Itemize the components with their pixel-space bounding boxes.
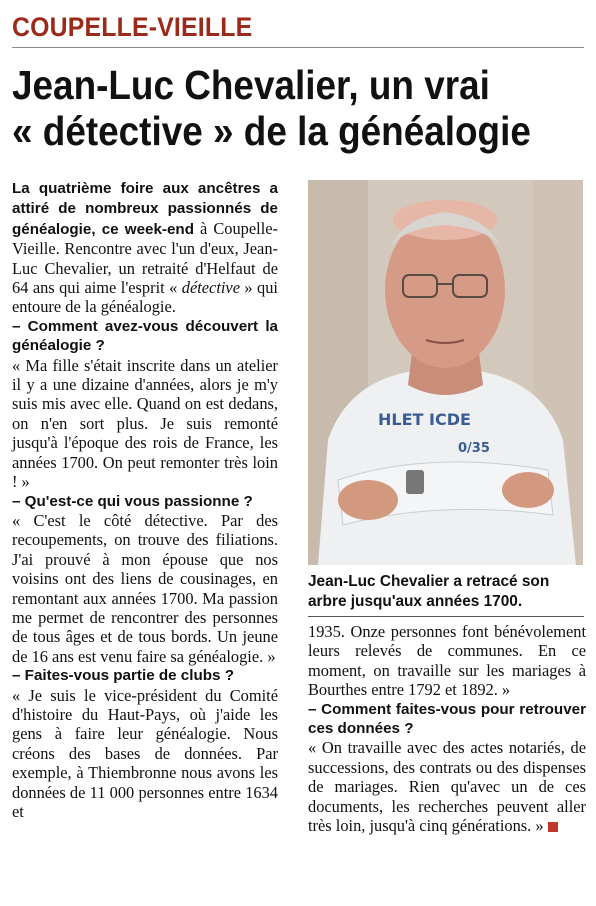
- question-4: – Comment faites-vous pour retrouver ces données ?: [308, 700, 586, 738]
- header-rule: [12, 47, 584, 48]
- article-column-left: [12, 178, 278, 821]
- answer-3-continued: 1935. Onze personnes font bénévolement leurs relevés de communes. En ce moment, on travaille sur les mariages à Bourthes entre 1792 et 1892. »: [308, 622, 586, 700]
- answer-2: « C'est le côté détective. Par des recoupements, on trouve des filiations. J'ai prouvé à mon épouse que nos voisins ont des liens de cousinages, en remontant aux années 1700. Ma passion me permet de rencontrer des personnes de tous âges et de tous bords. Un jeune de 16 ans est venu faire sa généalogie. »: [12, 510, 278, 666]
- lede-text-2: » qui entoure de la généalogie.: [12, 278, 278, 317]
- portrait-illustration: [308, 180, 583, 565]
- answer-3: « Je suis le vice-président du Comité d'histoire du Haut-Pays, où j'aide les gens à faire leur généalogie. Nous créons des bases de données. Par exemple, à Thiembronne nous avons les données de 11 000 personnes entre 1634 et: [12, 685, 278, 821]
- section-rubric: COUPELLE-VIEILLE: [12, 12, 253, 42]
- lede-bold: La quatrième foire aux ancêtres a attiré de nombreux passionnés de généalogie, ce week-end: [12, 180, 278, 238]
- question-1: – Comment avez-vous découvert la généalogie ?: [12, 317, 278, 355]
- question-2: – Qu'est-ce qui vous passionne ?: [12, 492, 253, 510]
- end-mark-icon: [548, 822, 558, 832]
- caption-rule: [308, 616, 584, 617]
- portrait-photo: [308, 180, 583, 565]
- lede-italic: détective: [181, 278, 240, 298]
- lede-text-1: à Coupelle-Vieille. Rencontre avec l'un d'eux, Jean-Luc Chevalier, un retraité d'Helfaut de 64 ans qui aime l'esprit «: [12, 218, 278, 298]
- shirt-print-number: 0/35: [458, 441, 490, 456]
- answer-4: [308, 738, 586, 835]
- photo-caption: Jean-Luc Chevalier a retracé son arbre jusqu'aux années 1700.: [308, 573, 550, 610]
- answer-4-text: « On travaille avec des actes notariés, de successions, des contrats ou des dispenses de mariages. Rien qu'avec un de ces documents, les recherches peuvent aller très loin, jusqu'à cinq générations. »: [308, 738, 586, 836]
- answer-1: « Ma fille s'était inscrite dans un atelier il y a une dizaine d'années, alors je m'y suis mis avec elle. Quand on est dedans, on n'en sort plus. Je suis remonté jusqu'à l'époque des rois de France, les années 1700. On peut remonter très loin ! »: [12, 355, 278, 492]
- headline-line-2: « détective » de la généalogie: [12, 108, 531, 154]
- headline-line-1: Jean-Luc Chevalier, un vrai: [12, 62, 490, 108]
- article-column-right: [308, 622, 586, 835]
- shirt-print-text: HLET ICDE: [378, 410, 471, 429]
- article-headline: [12, 62, 534, 154]
- lede-paragraph: [12, 178, 278, 317]
- question-3: – Faites-vous partie de clubs ?: [12, 667, 234, 685]
